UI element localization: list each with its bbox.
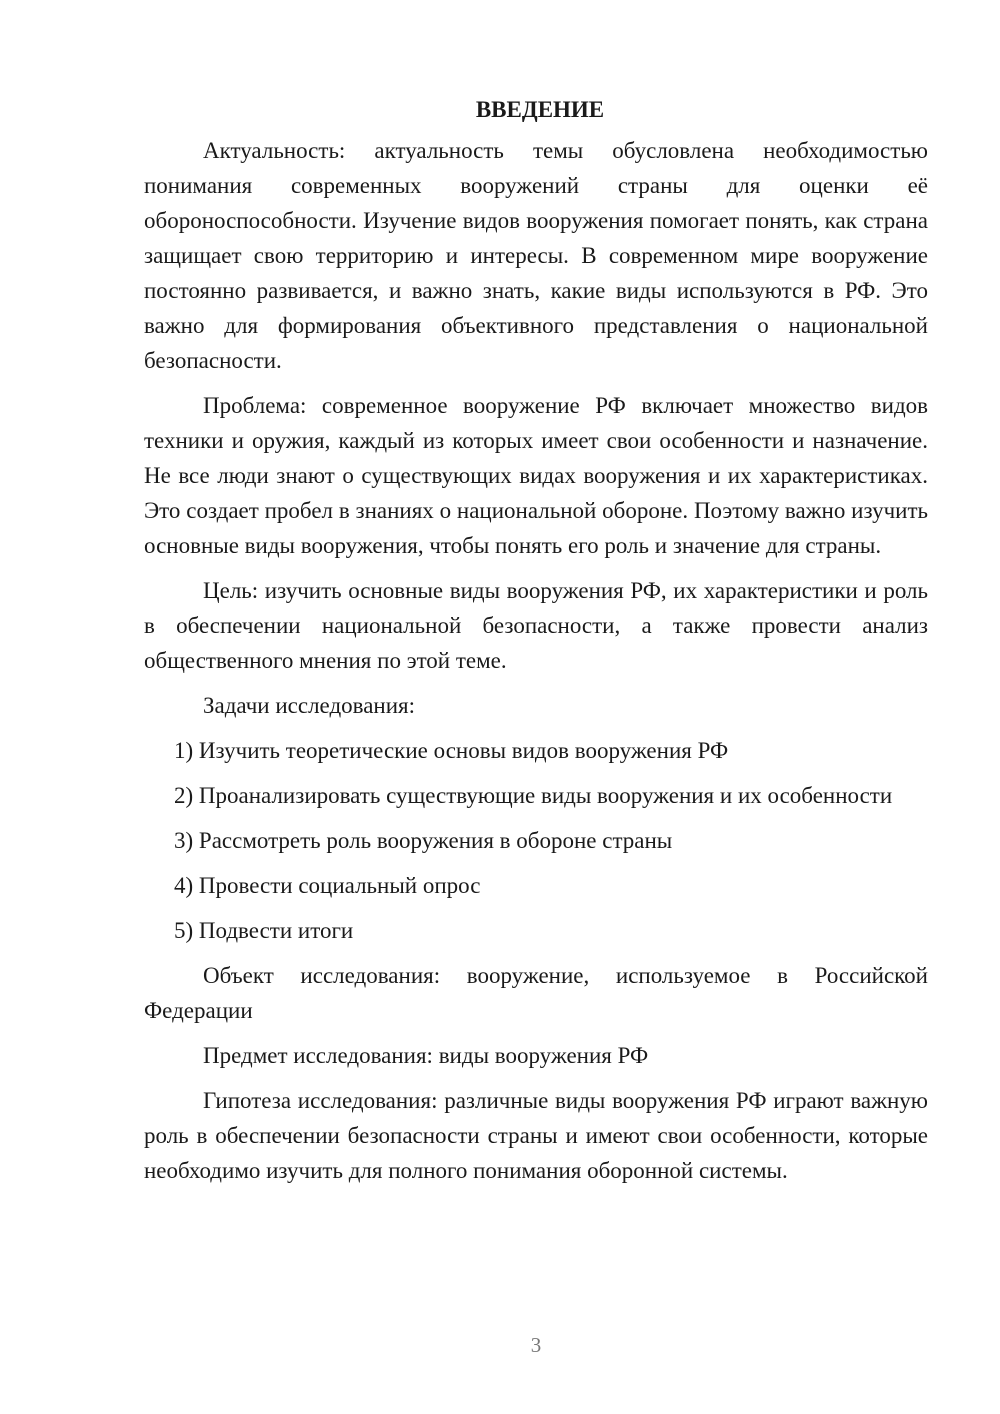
task-item: 5) Подвести итоги [174, 918, 354, 943]
task-item: 1) Изучить теоретические основы видов вооружения РФ [174, 738, 729, 763]
goal-paragraph: Цель: изучить основные виды вооружения РФ, их характеристики и роль в обеспечении национальной безопасности, а также провести анализ общественного мнения по этой теме. [144, 578, 928, 673]
relevance-paragraph: Актуальность: актуальность темы обусловлена необходимостью понимания современных вооружений страны для оценки её обороноспособности. Изучение видов вооружения помогает понять, как страна защищает свою территорию и интересы. В современном мире вооружение постоянно развивается, и важно знать, какие виды используются в РФ. Это важно для формирования объективного представления о национальной безопасности. [144, 138, 928, 373]
subject-paragraph: Предмет исследования: виды вооружения РФ [203, 1043, 649, 1068]
document-page [144, 92, 928, 1198]
section-title: ВВЕДЕНИЕ [475, 97, 605, 122]
task-item: 4) Провести социальный опрос [174, 873, 481, 898]
task-item: 2) Проанализировать существующие виды вооружения и их особенности [174, 783, 893, 808]
problem-paragraph: Проблема: современное вооружение РФ включает множество видов техники и оружия, каждый из которых имеет свои особенности и назначение. Не все люди знают о существующих видах вооружения и их характеристиках. Это создает пробел в знаниях о национальной обороне. Поэтому важно изучить основные виды вооружения, чтобы понять его роль и значение для страны. [144, 393, 928, 558]
task-item: 3) Рассмотреть роль вооружения в обороне страны [174, 828, 673, 853]
object-paragraph: Объект исследования: вооружение, используемое в Российской Федерации [144, 963, 928, 1023]
page-number: 3 [530, 1333, 542, 1357]
tasks-heading: Задачи исследования: [203, 693, 416, 718]
hypothesis-paragraph: Гипотеза исследования: различные виды вооружения РФ играют важную роль в обеспечении безопасности страны и имеют свои особенности, которые необходимо изучить для полного понимания оборонной системы. [144, 1088, 928, 1183]
